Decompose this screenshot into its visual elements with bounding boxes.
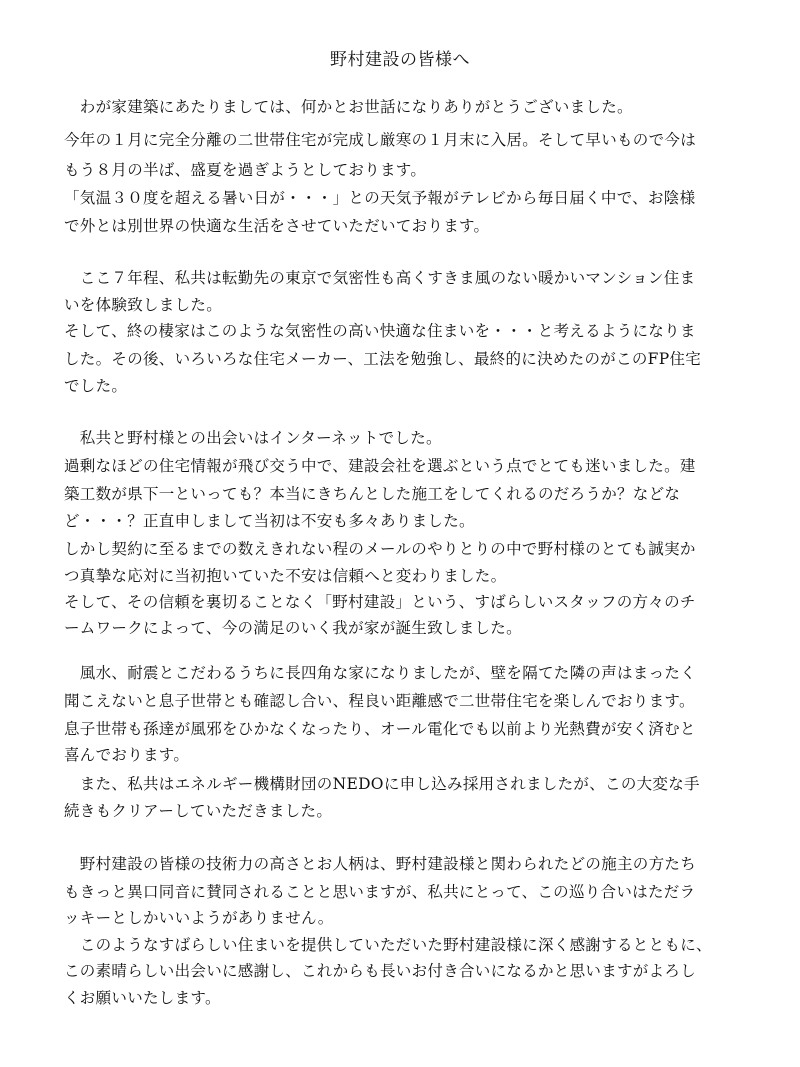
letter-title: 野村建設の皆様へ [330,50,470,70]
paragraph-1-line: もう８月の半ば、盛夏を過ぎようとしております。 [64,161,427,179]
paragraph-4-line: 聞こえないと息子世帯とも確認し合い、程良い距離感で二世帯住宅を楽しんでおります。 [64,692,695,710]
paragraph-5-line: この素晴らしい出会いに感謝し、これからも長いお付き合いになるかと思いますがよろし [64,962,697,980]
paragraph-5-line: このようなすばらしい住まいを提供していただいた野村建設様に深く感謝するとともに、 [64,936,712,954]
paragraph-4-line: 続きもクリアーしていただきました。 [64,802,333,820]
paragraph-5-line: ッキーとしかいいようがありません。 [64,909,334,927]
paragraph-4-line: また、私共はエネルギー機構財団のNEDOに申し込み採用されましたが、この大変な手 [64,775,700,793]
paragraph-4-line: 息子世帯も孫達が風邪をひかなくなったり、オール電化でも以前より光熱費が安く済むと [64,720,696,738]
paragraph-5-line: もきっと異口同音に賛同されることと思いますが、私共にとって、この巡り合いはただラ [64,883,696,901]
paragraph-2-line: でした。 [64,377,128,395]
paragraph-3-line: 私共と野村様との出会いはインターネットでした。 [64,429,442,447]
paragraph-3-line: つ真摯な応対に当初抱いていた不安は信頼へと変わりました。 [64,567,507,585]
paragraph-2-line: した。その後、いろいろな住宅メーカー、工法を勉強し、最終的に決めたのがこのFP住宅 [64,350,702,368]
paragraph-5-line: くお願いいたします。 [64,989,221,1007]
paragraph-2-line: いを体験致しました。 [64,296,223,314]
paragraph-1-line: わが家建築にあたりましては、何かとお世話になりありがとうございました。 [64,98,633,116]
paragraph-4-line: 喜んでおります。 [64,746,190,764]
paragraph-1-line: 「気温３０度を超える暑い日が・・・」との天気予報がテレビから毎日届く中で、お陰様 [64,189,696,207]
paragraph-1-line: 今年の１月に完全分離の二世帯住宅が完成し厳寒の１月末に入居。そして早いもので今は [64,131,697,149]
paragraph-3-line: 過剰なほどの住宅情報が飛び交う中で、建設会社を選ぶという点でとても迷いました。建 [64,457,696,475]
paragraph-1-line: で外とは別世界の快適な生活をさせていただいております。 [64,217,490,235]
paragraph-4-line: 風水、耐震とこだわるうちに長四角な家になりましたが、壁を隔てた隣の声はまったく [64,664,697,682]
paragraph-3-line: しかし契約に至るまでの数えきれない程のメールのやりとりの中で野村様のとても誠実か [64,540,696,558]
paragraph-3-line: ームワークによって、今の満足のいく我が家が誕生致しました。 [64,619,522,637]
paragraph-3-line: 築工数が県下一といっても？本当にきちんとした施工をしてくれるのだろうか？などな [64,485,681,503]
paragraph-3-line: ど・・・？正直申しまして当初は不安も多々ありました。 [64,512,475,530]
paragraph-3-line: そして、その信頼を裏切ることなく「野村建設」という、すばらしいスタッフの方々のチ [64,593,696,611]
paragraph-2-line: そして、終の棲家はこのような気密性の高い快適な住まいを・・・と考えるようになりま [64,322,696,340]
paragraph-2-line: ここ７年程、私共は転勤先の東京で気密性も高くすきま風のない暖かいマンション住ま [64,269,696,287]
paragraph-5-line: 野村建設の皆様の技術力の高さとお人柄は、野村建設様と関わられたどの施主の方たち [64,855,697,873]
